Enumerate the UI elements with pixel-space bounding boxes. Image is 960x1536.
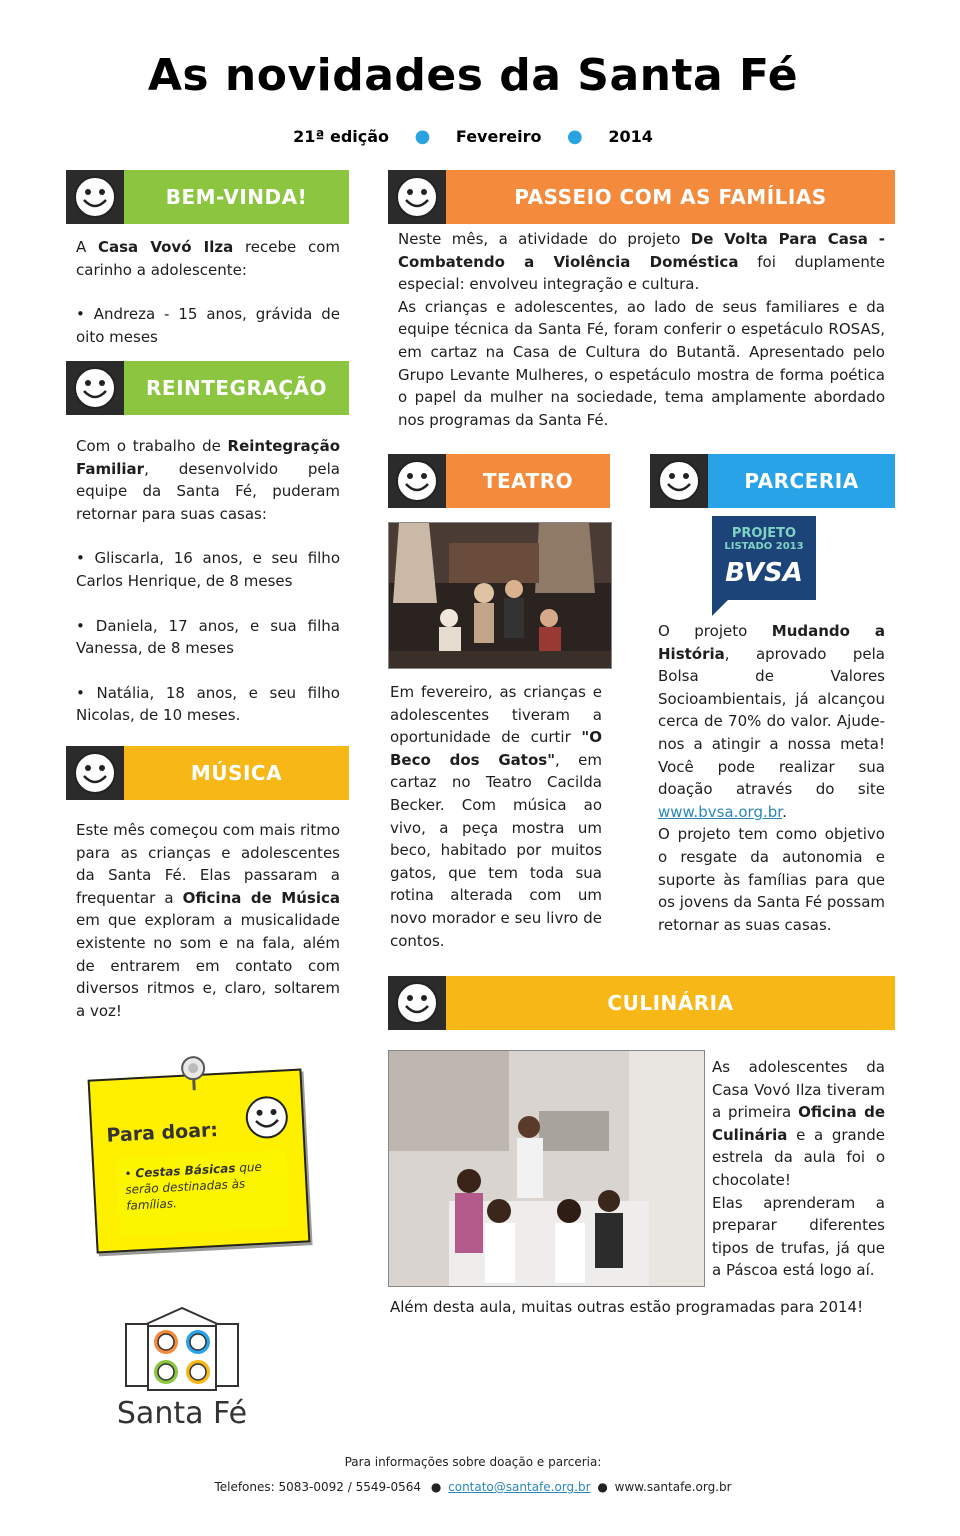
- section-header-musica: [66, 746, 349, 800]
- smiley-icon: [388, 454, 446, 508]
- section-header-bemvinda: [66, 170, 349, 224]
- smiley-icon: [66, 746, 124, 800]
- section-title: CULINÁRIA: [607, 991, 734, 1015]
- footer-contacts: [0, 1480, 946, 1494]
- section-title: PASSEIO COM AS FAMÍLIAS: [514, 185, 827, 209]
- section-header-parceria: [650, 454, 895, 508]
- reintegracao-body: Com o trabalho de Reintegração Familiar, desenvolvido pela equipe da Santa Fé, puderam retornar para suas casas: • Gliscarla, 16 anos, e seu filho Carlos Henrique, de 8 meses • Daniela, 17 anos, e sua filha Vanessa, de 8 meses • Natália, 18 anos, e seu filho Nicolas, de 10 meses.: [76, 437, 340, 725]
- pushpin-icon: [172, 1053, 214, 1095]
- edition-year: 2014: [608, 127, 653, 146]
- section-header-passeio: [388, 170, 895, 224]
- section-title: REINTEGRAÇÃO: [146, 376, 327, 400]
- culinaria-closing: Além desta aula, muitas outras estão programadas para 2014!: [390, 1298, 864, 1316]
- bvsa-line2: LISTADO 2013: [724, 541, 804, 552]
- parceria-body: O projeto Mudando a História, aprovado pela Bolsa de Valores Socioambientais, já alcançou cerca de 70% do valor. Ajude-nos a atingir a nossa meta! Você pode realizar sua doação através do site www.bvsa.org.br. O projeto tem como objetivo o resgate da autonomia e suporte às famílias para que os jovens da Santa Fé possam retornar as suas casas.: [658, 622, 886, 934]
- bullet-icon: ●: [430, 1480, 442, 1494]
- bvsa-line3: BVSA: [725, 558, 803, 588]
- smiley-icon: [650, 454, 708, 508]
- section-title: PARCERIA: [744, 469, 859, 493]
- passeio-body: Neste mês, a atividade do projeto De Volta Para Casa - Combatendo a Violência Doméstica foi duplamente especial: envolveu integração e cultura. As crianças e adolescentes, ao lado de seus familiares e da equipe técnica da Santa Fé, foram conferir o espetáculo ROSAS, em cartaz na Casa de Cultura do Butantã. Apresentado pelo Grupo Levante Mulheres, o espetáculo mostra de forma poética o papel da mulher na sociedade, tema amplamente abordado nos programas da Santa Fé.: [398, 230, 885, 429]
- smiley-icon: [388, 170, 446, 224]
- section-header-reintegracao: [66, 361, 349, 415]
- section-header-teatro: [388, 454, 610, 508]
- bvsa-badge: [712, 516, 816, 616]
- section-header-culinaria: [388, 976, 895, 1030]
- bullet-icon: ●: [414, 126, 431, 147]
- theatre-photo: [388, 522, 612, 669]
- house-logo-icon: [112, 1302, 252, 1394]
- footer-site-link[interactable]: www.santafe.org.br: [614, 1480, 732, 1494]
- donation-note: [88, 1069, 311, 1254]
- bullet-icon: ●: [597, 1480, 608, 1494]
- santafe-logo: [112, 1302, 252, 1432]
- smiley-icon: [388, 976, 446, 1030]
- note-title: Para doar:: [105, 1118, 219, 1147]
- culinaria-photo: [388, 1050, 705, 1287]
- note-item: • Cestas Básicas que serão destinadas às famílias.: [116, 1149, 290, 1236]
- section-title: BEM-VINDA!: [165, 185, 308, 209]
- bemvinda-body: A Casa Vovó Ilza recebe com carinho a adolescente: • Andreza - 15 anos, grávida de oito meses: [76, 238, 340, 346]
- logo-text: Santa Fé: [116, 1396, 248, 1431]
- edition-number: 21ª edição: [293, 127, 390, 146]
- bvsa-link[interactable]: www.bvsa.org.br: [658, 802, 783, 821]
- footer-info: Para informações sobre doação e parceria:: [344, 1455, 602, 1469]
- edition-month: Fevereiro: [455, 127, 542, 146]
- footer-email-link[interactable]: contato@santafe.org.br: [448, 1480, 591, 1494]
- teatro-body: Em fevereiro, as crianças e adolescentes tiveram a oportunidade de curtir "O Beco dos Gatos", em cartaz no Teatro Cacilda Becker. Com música ao vivo, a peça mostra um beco, habitado por muitos gatos, que tem toda sua rotina alterada com um novo morador e seu livro de contos.: [390, 683, 602, 950]
- bvsa-line1: PROJETO: [731, 526, 797, 541]
- section-title: MÚSICA: [190, 761, 283, 785]
- edition-line: [0, 126, 946, 147]
- footer-phones: Telefones: 5083-0092 / 5549-0564: [214, 1480, 421, 1494]
- culinaria-body: As adolescentes da Casa Vovó Ilza tiveram a primeira Oficina de Culinária e a grande estrela da aula foi o chocolate! Elas aprenderam a preparar diferentes tipos de trufas, já que a Páscoa está logo aí.: [712, 1058, 885, 1280]
- smiley-icon: [243, 1093, 291, 1141]
- smiley-icon: [66, 361, 124, 415]
- smiley-icon: [66, 170, 124, 224]
- bullet-icon: ●: [567, 126, 583, 147]
- musica-body: Este mês começou com mais ritmo para as crianças e adolescentes da Santa Fé. Elas passaram a frequentar a Oficina de Música em que exploram a musicalidade existente no som e na fala, além de entrarem em contato com diversos ritmos e, claro, soltarem a voz!: [76, 821, 340, 1020]
- section-title: TEATRO: [482, 469, 574, 493]
- page-title: As novidades da Santa Fé: [147, 50, 799, 101]
